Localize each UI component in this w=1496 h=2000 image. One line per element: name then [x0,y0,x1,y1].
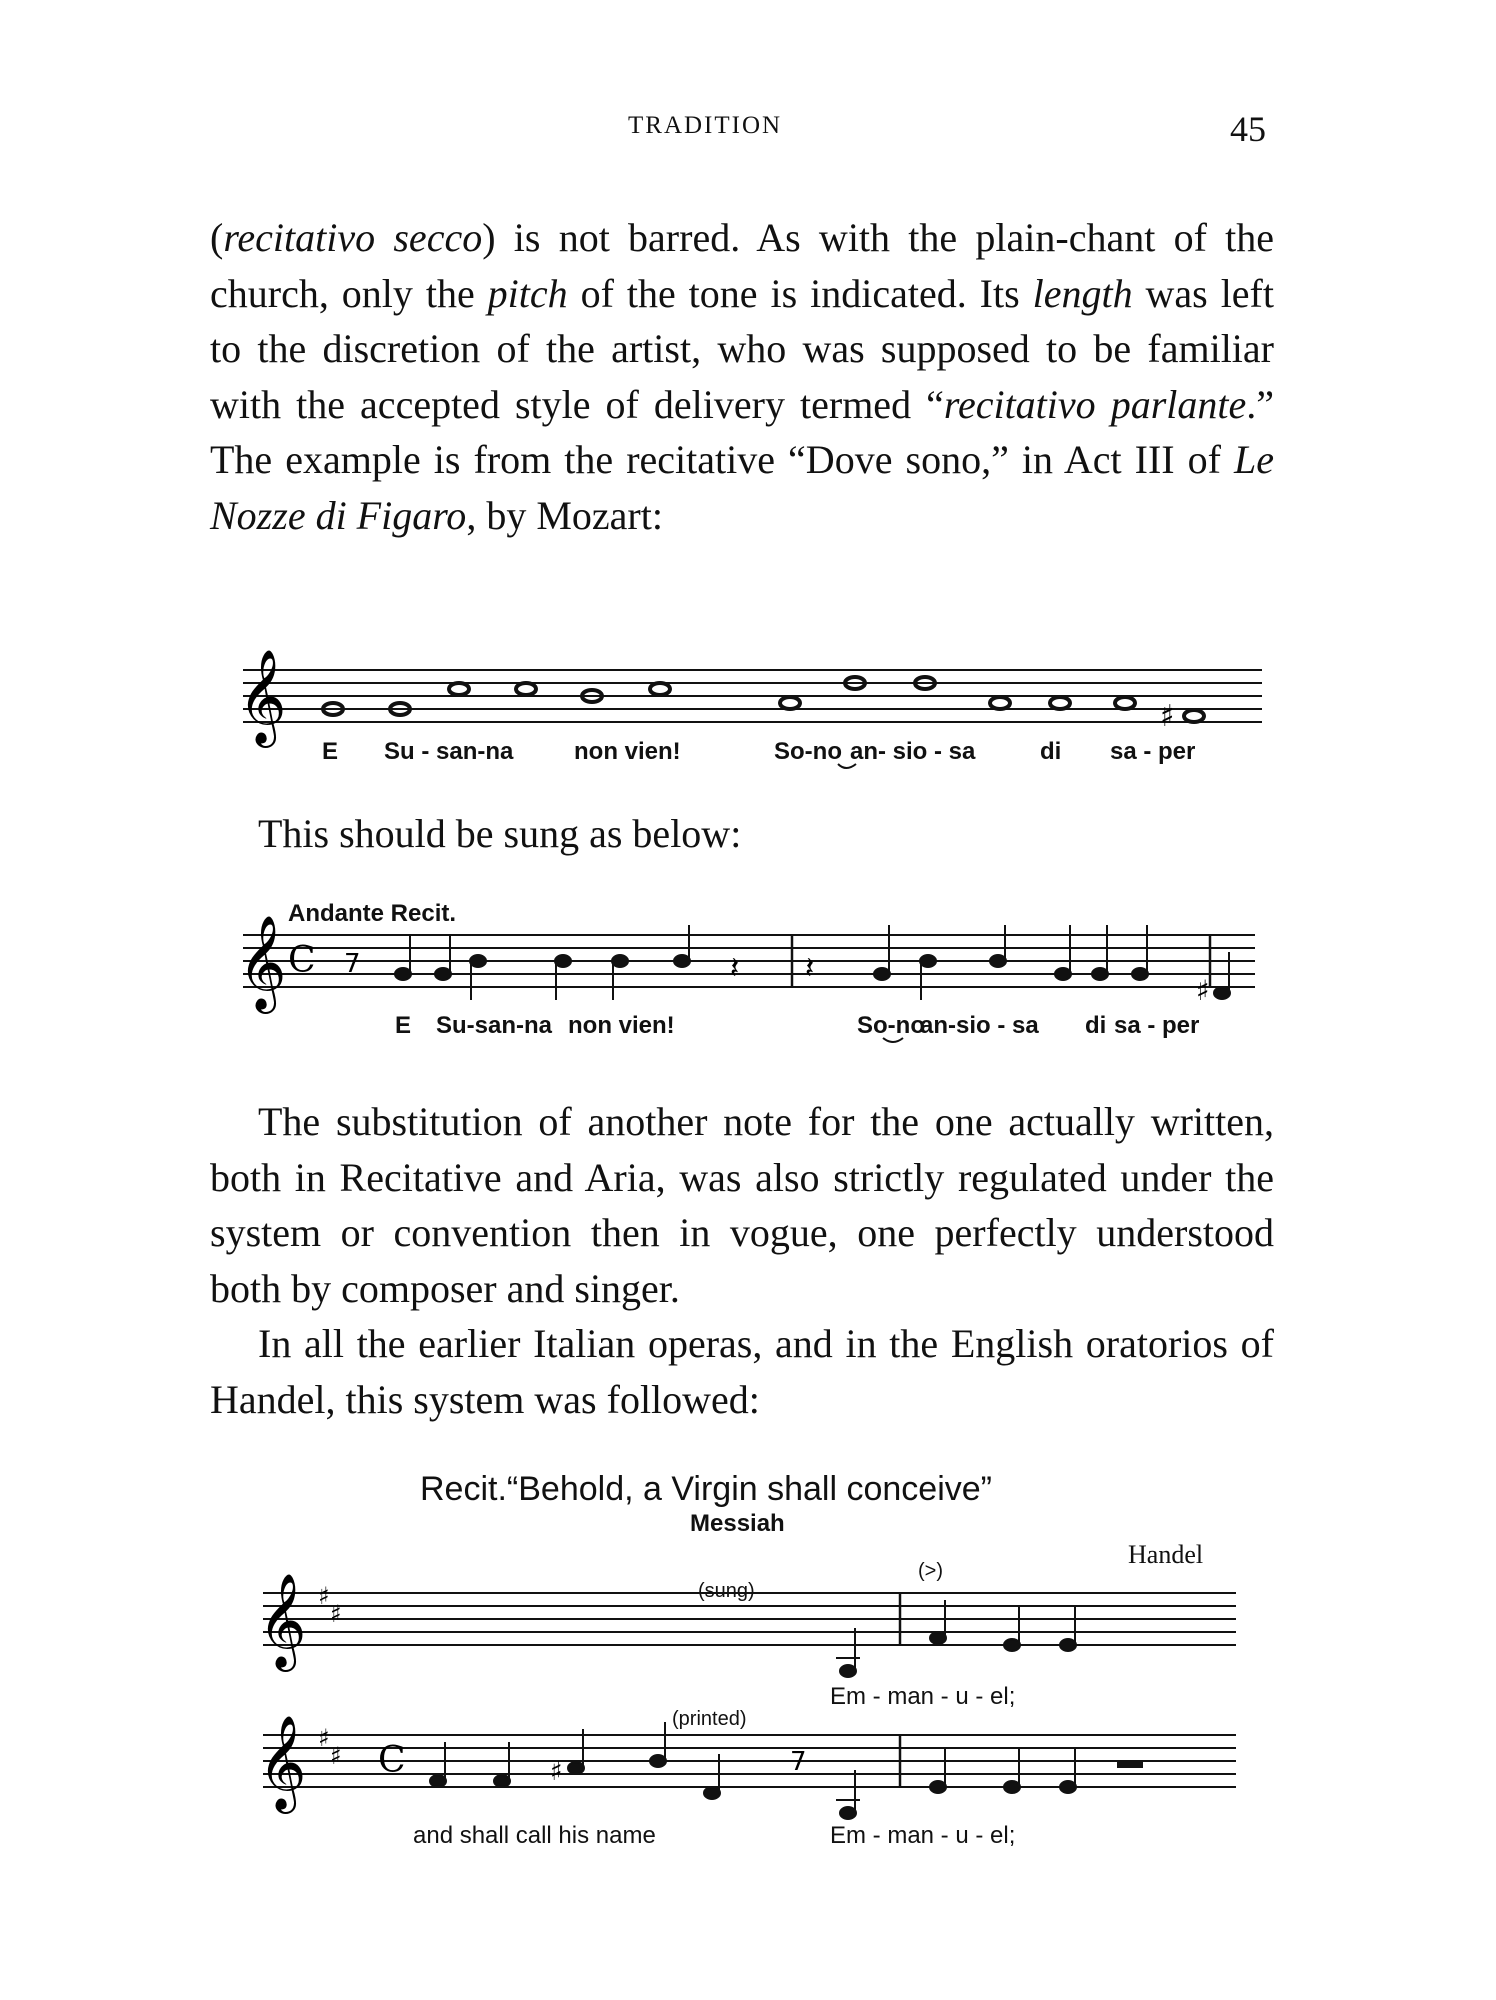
lyric: Su-san-na [436,1012,553,1039]
note [1184,710,1204,722]
caption-sung-below: This should be sung as below: [258,811,742,856]
note [323,703,343,715]
italic-run: length [1032,270,1133,316]
lyric: non vien! [574,738,681,765]
italic-run: pitch [487,270,568,316]
lyric: Em - man - u - el; [830,1822,1016,1849]
note [516,683,536,695]
note [582,690,602,702]
treble-clef-icon: 𝄞 [238,649,287,744]
note [650,683,670,695]
common-time-icon: C [378,1740,406,1781]
lyric: di [1085,1012,1107,1039]
sharp-icon: ♯ [550,1757,563,1787]
example-3-composer: Handel [1128,1540,1204,1569]
quarter-rest-icon: 𝄽 [730,951,740,986]
text-run: , by Mozart: [466,492,663,538]
lyric: E [395,1012,412,1039]
eighth-rest-icon: 7 [790,1747,807,1777]
text-run: ( [210,215,224,260]
sharp-icon: ♯ [330,1742,342,1770]
label-sung: (sung) [698,1580,755,1602]
lyric: an- sio - sa [850,738,976,765]
lyric: E [322,738,339,765]
staff-1 [243,670,1262,722]
body-paragraph-2: In all the earlier Italian operas, and in the English oratorios of Handel, this system was followed: [210,1321,1274,1422]
eighth-rest-icon: 7 [344,949,361,979]
lyric: sa - per [1110,738,1196,765]
staff-2 [243,935,1255,987]
example-3-title: Recit.“Behold, a Virgin shall conceive” [420,1470,992,1508]
intro-paragraph [210,210,1274,543]
label-accent: (>) [918,1560,943,1582]
page-header [0,109,1496,152]
sharp-icon: ♯ [318,1724,330,1752]
note [780,697,800,709]
running-head: TRADITION [628,112,783,139]
tempo-marking: Andante Recit. [288,900,457,927]
italic-run: recitativo parlante [943,381,1247,427]
note [449,683,469,695]
notes-2 [395,925,1230,1000]
quarter-rest-icon: 𝄽 [805,951,815,986]
sharp-icon: ♯ [1160,699,1175,734]
whole-notes-1 [323,677,1204,722]
staff-3-bottom [263,1735,1236,1787]
italic-run: recitativo secco [223,215,483,260]
text-run: was left to the discretion of the artist, who was supposed to be familiar with the accepted style of delivery termed “ [210,270,1274,427]
note [1115,697,1135,709]
lyric: So-no [774,738,842,765]
text-run: ) is not barred. As with the plain-chant of the church, only the [210,215,1274,316]
treble-clef-icon: 𝄞 [258,1715,307,1810]
sharp-icon: ♯ [330,1600,342,1628]
note [915,677,935,689]
note [390,703,410,715]
lyric: di [1040,738,1062,765]
italic-run: Le Nozze di Figaro [210,437,1274,538]
example-3-work: Messiah [690,1510,785,1537]
lyric: an-sio - sa [920,1012,1039,1039]
lyric: and shall call his name [413,1822,656,1849]
note [845,677,865,689]
text-run: of the tone is indicated. Its [567,270,1033,316]
lyric: Su - san-na [384,738,514,765]
treble-clef-icon: 𝄞 [238,915,287,1010]
treble-clef-icon: 𝄞 [258,1573,307,1668]
sharp-icon: ♯ [1196,974,1210,1007]
lyric: sa - per [1114,1012,1200,1039]
notes-3-top [836,1600,1076,1677]
lyric: So-no [857,1012,925,1039]
page-number: 45 [1230,109,1266,149]
text-run: .” The example is from the recitative “Dove sono,” in Act III of [210,381,1275,482]
note [990,697,1010,709]
lyric: non vien! [568,1012,675,1039]
notes-3-bottom [430,1722,1142,1819]
lyric: Em - man - u - el; [830,1683,1016,1710]
note [1050,697,1070,709]
sharp-icon: ♯ [318,1582,330,1610]
common-time-icon: C [288,940,316,981]
body-paragraph-1: The substitution of another note for the one actually written, both in Recitative and Aria, was also strictly regulated under the system or convention then in vogue, one perfectly understood both by composer and singer. [210,1099,1274,1311]
label-printed: (printed) [672,1708,747,1730]
